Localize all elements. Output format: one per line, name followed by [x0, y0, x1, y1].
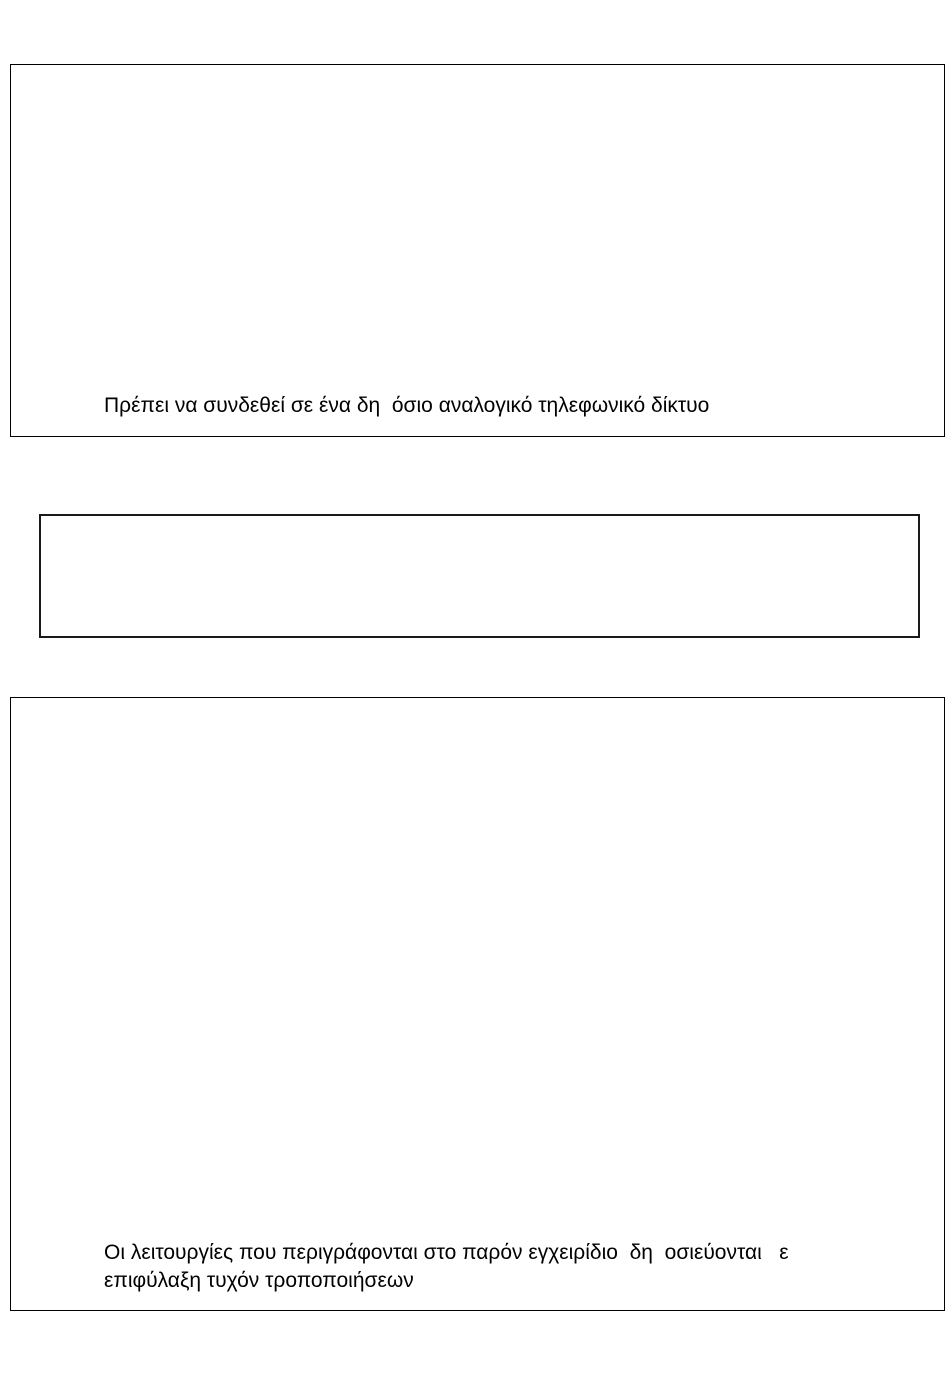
- disclaimer-line-1: Οι λειτουργίες που περιγράφονται στο παρόν εγχειρίδιο δη οσιεύονται ε: [104, 1241, 789, 1264]
- disclaimer-line-2: επιφύλαξη τυχόν τροποποιήσεων: [104, 1269, 414, 1292]
- top-notice-box: [10, 64, 945, 437]
- network-requirement-text: Πρέπει να συνδεθεί σε ένα δη όσιο αναλογικό τηλεφωνικό δίκτυο: [104, 394, 710, 417]
- disclaimer-text: [104, 1239, 789, 1295]
- empty-frame-box: [39, 514, 920, 638]
- bottom-notice-box: [10, 697, 945, 1311]
